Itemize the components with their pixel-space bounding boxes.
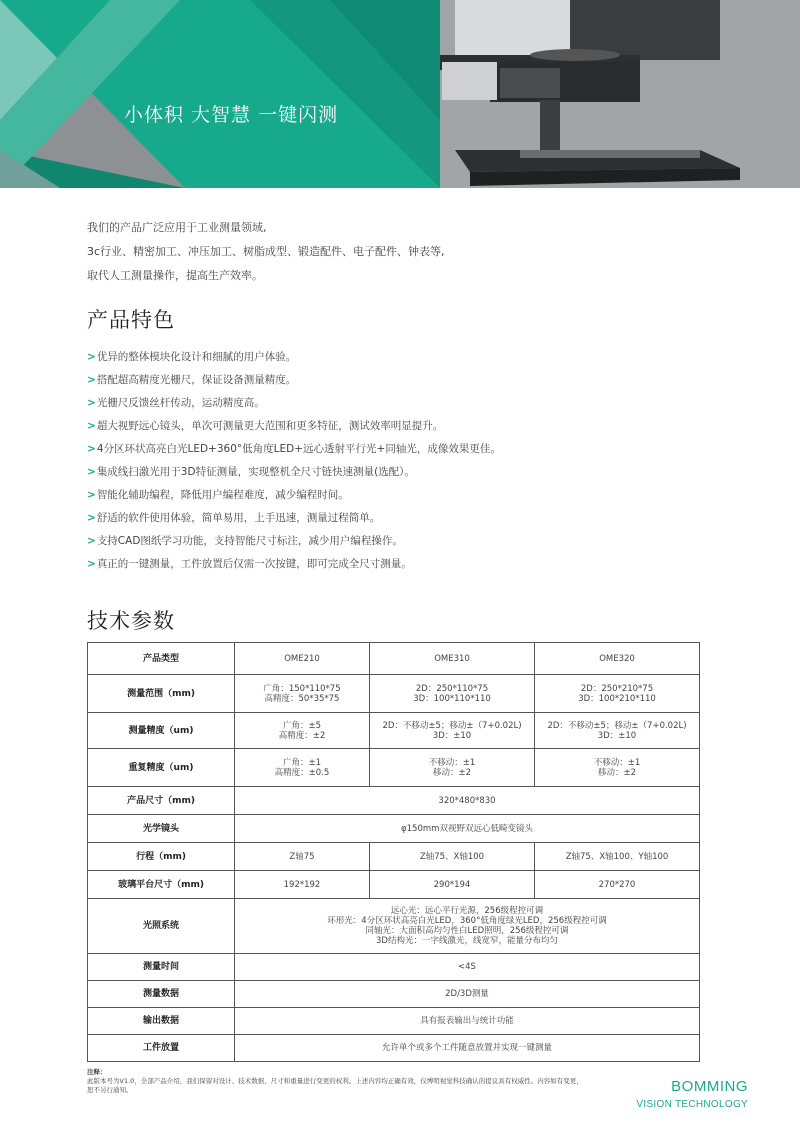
row-label: 工件放置 (88, 1035, 235, 1062)
table-cell: 允许单个或多个工件随意放置并实现一键测量 (235, 1035, 700, 1062)
spec-heading: 技术参数 (87, 609, 175, 633)
row-label: 光照系统 (88, 899, 235, 954)
table-row (88, 713, 700, 749)
list-item: >4分区环状高亮白光LED+360°低角度LED+远心透射平行光+同轴光，成像效果更佳。 (87, 443, 501, 455)
list-item: >真正的一键测量，工件放置后仅需一次按键，即可完成全尺寸测量。 (87, 558, 412, 570)
table-row (88, 1035, 700, 1062)
row-label: 玻璃平台尺寸（mm) (88, 871, 235, 899)
row-label: 光学镜头 (88, 815, 235, 843)
footnote-text: 此版本号为V1.0，全部产品介绍，我们保留对设计、技术数据、尺寸和重量进行变更的权利。上述内容均正确有效，仅博明视觉科技确认的提议具有权威性。内容如有变更， (87, 1077, 583, 1085)
cell-ome320: OME320 (535, 643, 700, 675)
brand-tagline: VISION TECHNOLOGY (636, 1099, 748, 1110)
intro-line: 3c行业、精密加工、冲压加工、树脂成型、锻造配件、电子配件、钟表等, (87, 245, 445, 258)
chevron-right-icon: > (87, 558, 96, 570)
table-cell: 广角：150*110*75 高精度：50*35*75 (235, 675, 370, 713)
table-cell: 不移动：±1 移动：±2 (370, 749, 535, 787)
chevron-right-icon: > (87, 374, 96, 386)
cell-ome310: OME310 (370, 643, 535, 675)
row-label: 测量时间 (88, 954, 235, 981)
chevron-right-icon: > (87, 489, 96, 501)
table-cell: Z轴75、X轴100、Y轴100 (535, 843, 700, 871)
chevron-right-icon: > (87, 535, 96, 547)
table-cell: 具有报表输出与统计功能 (235, 1008, 700, 1035)
intro-line: 我们的产品广泛应用于工业测量领域, (87, 221, 267, 234)
table-cell: 290*194 (370, 871, 535, 899)
cell-ome210: OME210 (235, 643, 370, 675)
brand-logo (636, 1078, 748, 1110)
chevron-right-icon: > (87, 443, 96, 455)
table-cell: φ150mm双视野双远心低畸变镜头 (235, 815, 700, 843)
row-label: 行程（mm) (88, 843, 235, 871)
chevron-right-icon: > (87, 351, 96, 363)
row-label: 测量范围（mm) (88, 675, 235, 713)
row-label: 测量数据 (88, 981, 235, 1008)
table-row (88, 899, 700, 954)
table-cell: 192*192 (235, 871, 370, 899)
table-cell: 远心光：远心平行光源，256级程控可调 环形光：4分区环状高亮白光LED，360°低角度绿光LED，256级程控可调 同轴光：大面积高均匀性白LED照明，256级程控可调 3D结构光：一字线激光，线宽窄，能量分布均匀 (235, 899, 700, 954)
table-row (88, 871, 700, 899)
table-row (88, 954, 700, 981)
table-cell: Z轴75 (235, 843, 370, 871)
row-label: 产品类型 (88, 643, 235, 675)
row-label: 产品尺寸（mm) (88, 787, 235, 815)
list-item: >支持CAD图纸学习功能，支持智能尺寸标注，减少用户编程操作。 (87, 535, 403, 547)
table-cell: 320*480*830 (235, 787, 700, 815)
table-cell: 广角：±5 高精度：±2 (235, 713, 370, 749)
table-row (88, 843, 700, 871)
list-item: >光栅尺反馈丝杆传动，运动精度高。 (87, 397, 265, 409)
row-label: 重复精度（um) (88, 749, 235, 787)
table-cell: 270*270 (535, 871, 700, 899)
footnote-label: 注释： (87, 1068, 107, 1076)
machine-illustration (0, 0, 800, 188)
intro-line: 取代人工测量操作，提高生产效率。 (87, 269, 263, 282)
table-row (88, 749, 700, 787)
table-cell: 广角：±1 高精度：±0.5 (235, 749, 370, 787)
chevron-right-icon: > (87, 512, 96, 524)
table-cell: 2D：250*210*75 3D：100*210*110 (535, 675, 700, 713)
table-cell: 2D：250*110*75 3D：100*110*110 (370, 675, 535, 713)
list-item: >优异的整体模块化设计和细腻的用户体验。 (87, 351, 297, 363)
feature-list (87, 346, 747, 576)
table-row (88, 675, 700, 713)
table-cell: 2D：不移动±5；移动±（7+0.02L) 3D：±10 (535, 713, 700, 749)
chevron-right-icon: > (87, 420, 96, 432)
intro-text (87, 216, 727, 288)
table-row (88, 815, 700, 843)
hero-title: 小体积 大智慧 一键闪测 (124, 104, 339, 126)
table-cell: 不移动：±1 移动：±2 (535, 749, 700, 787)
row-label: 测量精度（um) (88, 713, 235, 749)
table-cell: 2D：不移动±5；移动±（7+0.02L) 3D：±10 (370, 713, 535, 749)
footnote (87, 1068, 647, 1095)
chevron-right-icon: > (87, 466, 96, 478)
table-row (88, 1008, 700, 1035)
footnote-text: 恕不另行通知。 (87, 1086, 133, 1094)
table-cell: <4S (235, 954, 700, 981)
features-heading: 产品特色 (87, 308, 175, 332)
row-label: 输出数据 (88, 1008, 235, 1035)
spec-table (87, 642, 700, 1062)
table-row (88, 787, 700, 815)
brand-name: BOMMING (671, 1078, 748, 1095)
table-row (88, 981, 700, 1008)
table-cell: 2D/3D测量 (235, 981, 700, 1008)
hero-banner (0, 0, 800, 188)
list-item: >超大视野远心镜头，单次可测量更大范围和更多特征，测试效率明显提升。 (87, 420, 444, 432)
list-item: >智能化辅助编程，降低用户编程难度，减少编程时间。 (87, 489, 349, 501)
list-item: >舒适的软件使用体验，简单易用，上手迅速，测量过程简单。 (87, 512, 381, 524)
list-item: >搭配超高精度光栅尺，保证设备测量精度。 (87, 374, 297, 386)
table-row (88, 643, 700, 675)
chevron-right-icon: > (87, 397, 96, 409)
list-item: >集成线扫激光用于3D特征测量，实现整机全尺寸链快速测量(选配）。 (87, 466, 415, 478)
table-cell: Z轴75、X轴100 (370, 843, 535, 871)
